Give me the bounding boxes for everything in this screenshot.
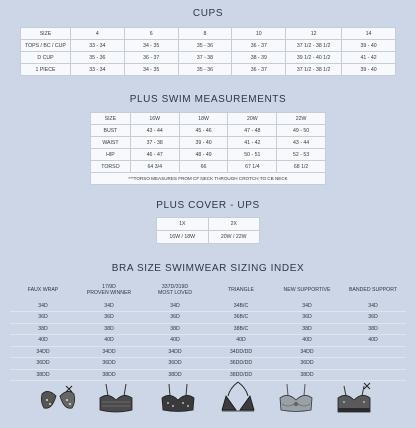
swim-top-icons — [0, 380, 416, 420]
table-cell: 34D — [274, 300, 340, 312]
header-cell: 20W — [228, 113, 277, 125]
table-header-row — [10, 280, 406, 300]
table-cell: 34B/C — [208, 300, 274, 312]
table-cell: 46 - 47 — [130, 149, 179, 161]
header-line: BANDED SUPPORT — [348, 287, 398, 293]
table-row — [10, 369, 406, 381]
header-cell — [10, 280, 76, 300]
table-cell: 34DD — [142, 346, 208, 358]
table-cell: D CUP — [21, 52, 71, 64]
table-cell: 40D — [208, 335, 274, 347]
table-cell: 37 - 38 — [178, 52, 232, 64]
most-loved-top-icon — [158, 380, 198, 420]
header-cell: 8 — [178, 28, 232, 40]
header-line: NEW SUPPORTIVE — [283, 287, 331, 293]
header-cell: 22W — [277, 113, 326, 125]
table-cell: 37 1/2 - 38 1/2 — [286, 64, 342, 76]
table-row — [10, 323, 406, 335]
table-cell: 38DD — [274, 369, 340, 381]
header-cell: SIZE — [21, 28, 71, 40]
table-cell: 34DD — [76, 346, 142, 358]
header-cell: 4 — [70, 28, 124, 40]
header-cell: 1X — [157, 218, 209, 231]
header-cell — [274, 280, 340, 300]
table-cell: 40D — [274, 335, 340, 347]
header-cell: 12 — [286, 28, 342, 40]
table-cell: 36DD — [274, 358, 340, 370]
plus-cover-title: PLUS COVER - UPS — [156, 200, 260, 211]
table-cell: 36 - 37 — [232, 64, 286, 76]
table-cell: 36D — [142, 312, 208, 324]
table-cell: 41 - 42 — [342, 52, 396, 64]
table-cell: 43 - 44 — [130, 125, 179, 137]
table-row — [91, 137, 326, 149]
table-cell: 34 - 35 — [124, 64, 178, 76]
table-header-row — [91, 113, 326, 125]
header-line: 337D/319D — [161, 284, 189, 290]
table-cell: 36B/C — [208, 312, 274, 324]
cups-table — [20, 27, 396, 76]
table-cell — [340, 346, 406, 358]
table-row — [157, 231, 260, 244]
table-cell: 38D — [142, 323, 208, 335]
header-cell: 10 — [232, 28, 286, 40]
table-cell: 50 - 51 — [228, 149, 277, 161]
table-cell: 37 - 38 — [130, 137, 179, 149]
table-cell: 66 — [179, 161, 228, 173]
table-cell: 36 - 37 — [232, 40, 286, 52]
plus-swim-table — [90, 112, 326, 185]
proven-winner-top-icon — [96, 380, 136, 420]
triangle-top-icon — [218, 380, 258, 420]
table-header-row — [157, 218, 260, 231]
torso-note: ***TORSO MEASURES FROM CF NECK THROUGH CROTCH TO CB NECK — [91, 173, 326, 185]
header-cell: 16W — [130, 113, 179, 125]
table-cell: 40D — [10, 335, 76, 347]
table-cell: 36D — [274, 312, 340, 324]
table-row — [10, 312, 406, 324]
table-cell: 38 - 39 — [232, 52, 286, 64]
table-cell — [340, 358, 406, 370]
table-cell: 35 - 36 — [70, 52, 124, 64]
cups-title: CUPS — [192, 8, 224, 19]
table-cell: 35 - 36 — [178, 64, 232, 76]
banded-support-top-icon — [334, 380, 374, 420]
header-line: FAUX WRAP — [27, 287, 59, 293]
table-cell: 43 - 44 — [277, 137, 326, 149]
table-row — [21, 64, 396, 76]
table-cell: 47 - 48 — [228, 125, 277, 137]
table-cell: 39 - 40 — [342, 64, 396, 76]
table-cell — [340, 369, 406, 381]
header-cell: 2X — [208, 218, 260, 231]
header-cell — [142, 280, 208, 300]
table-cell: 38D — [76, 323, 142, 335]
table-cell: BUST — [91, 125, 131, 137]
table-cell: 34D — [142, 300, 208, 312]
table-cell: 36D — [340, 312, 406, 324]
header-cell — [340, 280, 406, 300]
table-cell: 36DD — [76, 358, 142, 370]
header-line: 17/9D — [102, 284, 116, 290]
table-cell: 34D — [76, 300, 142, 312]
header-line: PROVEN WINNER — [86, 290, 132, 296]
table-cell: 38D — [340, 323, 406, 335]
table-cell: 67 1/4 — [228, 161, 277, 173]
table-cell: 1 PIECE — [21, 64, 71, 76]
table-cell: WAIST — [91, 137, 131, 149]
table-cell: 36DD — [142, 358, 208, 370]
table-cell: 36D — [10, 312, 76, 324]
table-cell: 34DD — [10, 346, 76, 358]
table-cell: 33 - 34 — [70, 40, 124, 52]
table-cell: 39 1/2 - 40 1/2 — [286, 52, 342, 64]
header-cell — [208, 280, 274, 300]
table-cell: 68 1/2 — [277, 161, 326, 173]
table-cell: 36DD/DD — [208, 358, 274, 370]
table-cell: 40D — [142, 335, 208, 347]
table-cell: 49 - 50 — [277, 125, 326, 137]
header-line: TRIANGLE — [228, 287, 254, 293]
bra-index-title: BRA SIZE SWIMWEAR SIZING INDEX — [111, 263, 305, 274]
table-row — [10, 346, 406, 358]
table-row — [21, 52, 396, 64]
table-row — [91, 149, 326, 161]
plus-cover-table — [156, 217, 260, 244]
table-cell: 39 - 40 — [179, 137, 228, 149]
table-row — [10, 300, 406, 312]
table-cell: 37 1/2 - 38 1/2 — [286, 40, 342, 52]
table-row — [91, 125, 326, 137]
table-cell: 36DD — [10, 358, 76, 370]
header-cell: 6 — [124, 28, 178, 40]
table-cell: 40D — [76, 335, 142, 347]
table-cell: TORSO — [91, 161, 131, 173]
table-cell: 33 - 34 — [70, 64, 124, 76]
table-cell: 38D — [274, 323, 340, 335]
table-cell: 40D — [340, 335, 406, 347]
table-cell: 36D — [76, 312, 142, 324]
table-cell: 34 - 35 — [124, 40, 178, 52]
table-cell: 64 3/4 — [130, 161, 179, 173]
plus-swim-title: PLUS SWIM MEASUREMENTS — [129, 94, 287, 105]
table-row — [91, 161, 326, 173]
table-cell: 38DD — [142, 369, 208, 381]
table-cell: 38DD/DD — [208, 369, 274, 381]
header-cell: 18W — [179, 113, 228, 125]
header-line: MOST LOVED — [158, 290, 192, 296]
table-cell: 38B/C — [208, 323, 274, 335]
bra-index-table — [10, 280, 406, 381]
table-cell: TOPS / BC / CUP — [21, 40, 71, 52]
table-cell: 39 - 40 — [342, 40, 396, 52]
table-cell: 38DD — [76, 369, 142, 381]
table-cell: 35 - 36 — [178, 40, 232, 52]
table-cell: 20W / 22W — [208, 231, 260, 244]
table-cell: 36 - 37 — [124, 52, 178, 64]
table-cell: HIP — [91, 149, 131, 161]
table-cell: 45 - 46 — [179, 125, 228, 137]
table-row — [10, 358, 406, 370]
table-header-row — [21, 28, 396, 40]
faux-wrap-top-icon — [38, 380, 78, 420]
table-cell: 52 - 53 — [277, 149, 326, 161]
header-cell: SIZE — [91, 113, 131, 125]
table-cell: 34DD — [274, 346, 340, 358]
table-cell: 41 - 42 — [228, 137, 277, 149]
header-cell: 14 — [342, 28, 396, 40]
table-cell: 38DD — [10, 369, 76, 381]
table-cell: 34DD/DD — [208, 346, 274, 358]
table-cell: 34D — [10, 300, 76, 312]
table-row — [21, 40, 396, 52]
header-cell — [76, 280, 142, 300]
table-note-row — [91, 173, 326, 185]
table-cell: 34D — [340, 300, 406, 312]
table-cell: 16W / 18W — [157, 231, 209, 244]
table-row — [10, 335, 406, 347]
table-cell: 38D — [10, 323, 76, 335]
new-supportive-top-icon — [276, 380, 316, 420]
table-cell: 48 - 49 — [179, 149, 228, 161]
